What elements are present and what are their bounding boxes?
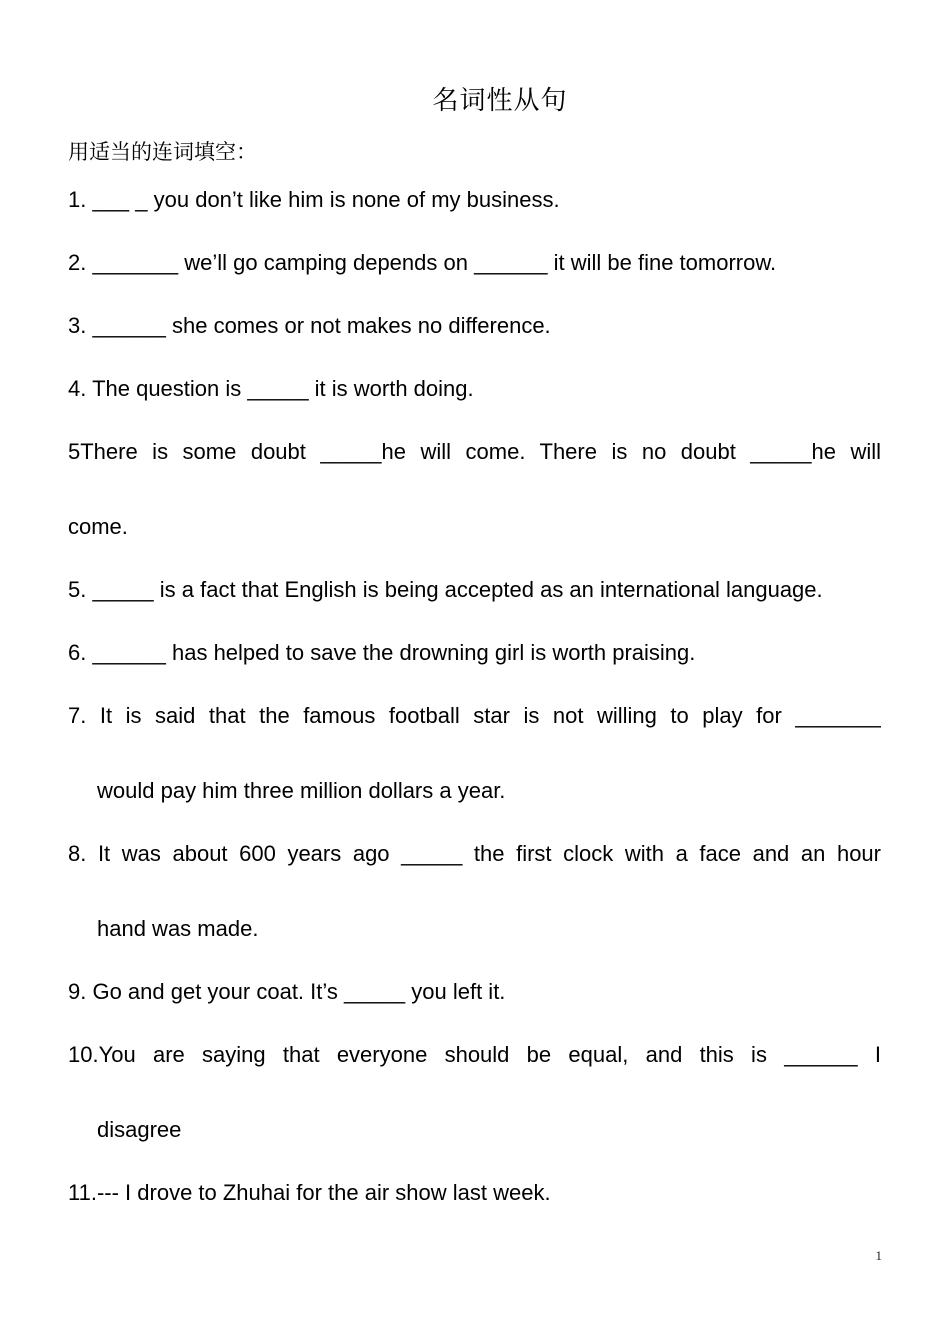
- exercise-line: 2. _______ we’ll go camping depends on ______ it will be fine tomorrow.: [68, 250, 777, 275]
- instruction: 用适当的连词填空：: [68, 140, 257, 164]
- exercise-line: 4. The question is _____ it is worth doing.: [68, 376, 474, 401]
- exercise-line: 5There is some doubt _____he will come. There is no doubt _____he will: [68, 439, 881, 464]
- exercise-line-continued: come.: [68, 514, 128, 539]
- exercise-line: 11.--- I drove to Zhuhai for the air show last week.: [68, 1180, 551, 1205]
- exercise-line: 8. It was about 600 years ago _____ the first clock with a face and an hour: [68, 841, 881, 866]
- exercise-line: 6. ______ has helped to save the drowning girl is worth praising.: [68, 640, 696, 665]
- exercise-line: 9. Go and get your coat. It’s _____ you left it.: [68, 979, 506, 1004]
- page-title: 名词性从句: [432, 86, 568, 116]
- exercise-line: 3. ______ she comes or not makes no difference.: [68, 313, 551, 338]
- exercise-line: 10.You are saying that everyone should be equal, and this is ______ I: [68, 1042, 881, 1067]
- page-number: 1: [875, 1248, 882, 1263]
- exercise-line: 7. It is said that the famous football star is not willing to play for _______: [68, 703, 881, 728]
- exercise-line-continued: disagree: [97, 1117, 182, 1142]
- exercise-line-continued: would pay him three million dollars a year.: [97, 778, 506, 803]
- exercise-line-continued: hand was made.: [97, 916, 259, 941]
- exercise-line: 1. ___ _ you don’t like him is none of my business.: [68, 187, 560, 212]
- exercise-line: 5. _____ is a fact that English is being accepted as an international language.: [68, 577, 823, 602]
